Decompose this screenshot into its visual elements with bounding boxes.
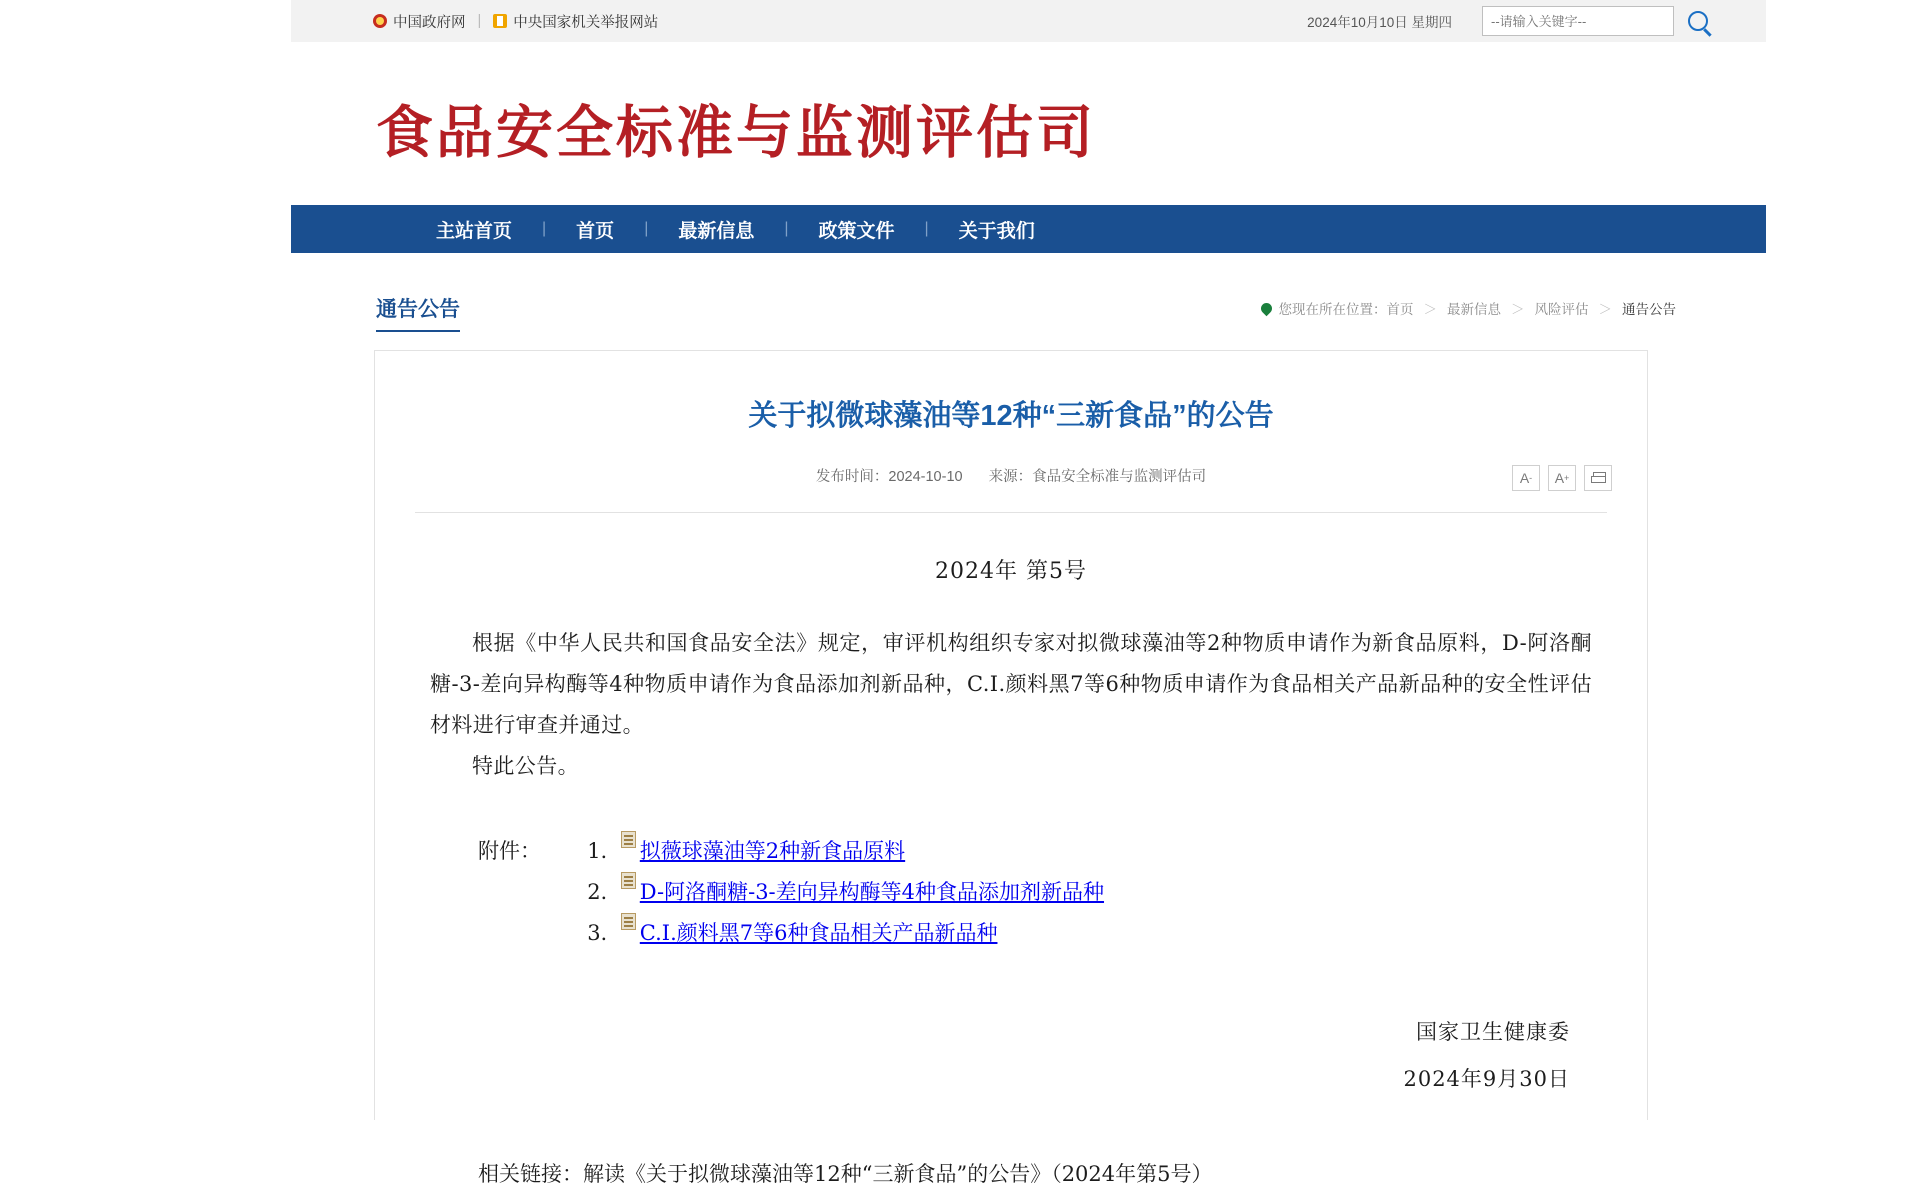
breadcrumb [1261,298,1677,318]
attachment-link-2[interactable]: D-阿洛酮糖-3-差向异构酶等4种食品添加剂新品种 [639,880,1105,905]
attachment-number: 2. [587,880,608,905]
attachment-file-icon [621,872,636,889]
breadcrumb-item-latest-news[interactable]: 最新信息 [1447,302,1501,317]
link-report-site[interactable]: 中央国家机关举报网站 [513,14,659,31]
font-increase-button[interactable] [1548,465,1576,491]
article-title: 关于拟微球藻油等12种“三新食品”的公告 [748,400,1274,432]
document-number: 2024年 第5号 [935,558,1087,584]
attachment-row [478,913,1592,954]
breadcrumb-prefix: 您现在所在位置： [1278,302,1387,317]
search-box[interactable] [1482,6,1674,36]
publish-date: 2024-10-10 [888,468,963,485]
breadcrumb-row [291,253,1766,321]
current-date: 2024年10月10日 星期四 [1307,15,1452,30]
china-gov-icon [373,14,387,28]
breadcrumb-item-home[interactable]: 首页 [1386,302,1414,317]
attachment-row [478,872,1592,913]
attachment-file-icon [621,913,636,930]
article-paragraph: 特此公告。 [472,754,579,779]
attachments-label: 附件： [478,839,541,864]
breadcrumb-separator: ＞ [1598,302,1612,317]
related-label: 相关链接： [478,1161,583,1186]
nav-separator: | [542,220,547,237]
related-link[interactable]: 解读《关于拟微球藻油等12种“三新食品”的公告》（2024年第5号） [583,1161,1213,1186]
breadcrumb-separator: ＞ [1423,302,1437,317]
breadcrumb-separator: ＞ [1511,302,1525,317]
breadcrumb-current: 通告公告 [1622,302,1676,317]
breadcrumb-item-risk-assessment[interactable]: 风险评估 [1534,302,1589,317]
nav-separator: | [644,220,649,237]
search-input[interactable] [1483,8,1643,34]
nav-item-policy-documents[interactable]: 政策文件 [818,220,895,242]
topbar-separator: | [477,13,482,29]
font-increase-sup: + [1564,472,1570,483]
meta-divider [415,512,1607,513]
font-decrease-button[interactable] [1512,465,1540,491]
article-body [430,551,1592,1195]
article-paragraph: 根据《中华人民共和国食品安全法》规定，审评机构组织专家对拟微球藻油等2种物质申请作为新食品原料，D-阿洛酮糖-3-差向异构酶等4种物质申请作为食品添加剂新品种，C.I.颜料黑7等6种物质申请作为食品相关产品新品种的安全性评估材料进行审查并通过。 [430,631,1592,738]
nav-separator: | [924,220,929,237]
nav-item-main-home[interactable]: 主站首页 [436,220,513,242]
publish-label: 发布时间： [815,468,889,485]
nav-item-latest-news[interactable]: 最新信息 [678,220,755,242]
signature-block [430,1012,1592,1100]
related-link-row [430,1154,1592,1195]
attachment-file-icon [621,831,636,848]
nav-item-about-us[interactable]: 关于我们 [958,220,1035,242]
font-decrease-label: A [1519,469,1530,486]
nav-separator: | [784,220,789,237]
attachment-link-3[interactable]: C.I.颜料黑7等6种食品相关产品新品种 [639,921,998,946]
attachment-link-1[interactable]: 拟薇球藻油等2种新食品原料 [639,839,906,864]
main-nav [291,205,1766,253]
search-icon [1688,11,1708,31]
site-title: 食品安全标准与监测评估司 [376,100,1096,166]
print-button[interactable] [1584,465,1612,491]
article-tools [1512,465,1612,491]
search-button[interactable] [1681,5,1715,37]
link-china-gov[interactable]: 中国政府网 [393,14,466,31]
attachment-number: 1. [587,839,608,864]
attachment-number: 3. [587,921,608,946]
source-value: 食品安全标准与监测评估司 [1032,468,1207,485]
signature-date: 2024年9月30日 [1403,1066,1570,1091]
font-decrease-sup: - [1529,472,1533,483]
printer-icon [1591,472,1606,484]
article-meta [375,465,1647,486]
nav-items [406,216,1065,243]
nav-item-home[interactable]: 首页 [576,220,615,242]
attachment-row [478,831,1592,872]
report-site-icon [493,14,507,28]
font-increase-label: A [1554,469,1565,486]
article-card [374,350,1648,1186]
source-label: 来源： [988,468,1033,485]
topbar-links [373,11,658,32]
signature-org: 国家卫生健康委 [1416,1020,1570,1045]
topbar-right [1307,6,1674,36]
attachments-list [430,831,1592,954]
column-title: 通告公告 [376,293,460,332]
site-header [291,42,1766,205]
top-utility-bar [291,0,1766,43]
location-pin-icon [1258,300,1274,316]
